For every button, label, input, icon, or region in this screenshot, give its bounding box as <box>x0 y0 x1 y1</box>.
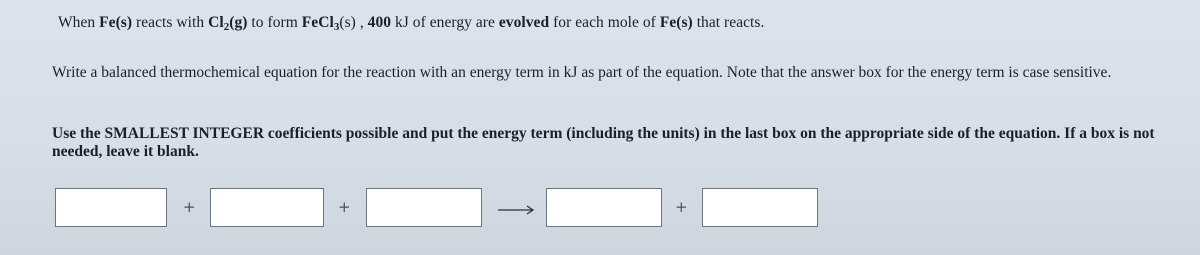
evolved-word: evolved <box>498 14 550 31</box>
question-text: to form <box>247 14 302 31</box>
plus-sign: + <box>675 198 688 216</box>
question-statement <box>58 14 764 32</box>
subscript: 2 <box>223 21 230 33</box>
energy-value: 400 <box>367 14 392 31</box>
reactant-fe: Fe(s) <box>659 14 693 31</box>
energy-term-box[interactable] <box>702 188 818 227</box>
right-arrow-icon <box>497 204 535 216</box>
question-text: When <box>58 14 100 31</box>
instruction-text: Write a balanced thermochemical equation for the reaction with an energy term in kJ as part of the equation. Note that the answer box for the energy term is case sensitive. <box>52 64 1112 81</box>
product-box-1[interactable] <box>546 188 662 227</box>
question-text: reacts with <box>132 14 209 31</box>
phase-label: (g) <box>229 14 248 31</box>
question-text: that reacts. <box>692 14 765 31</box>
reactant-box-1[interactable] <box>55 188 167 227</box>
product-fecl3: FeCl <box>301 14 334 31</box>
question-text: kJ of energy are <box>391 14 499 31</box>
coefficient-instruction: Use the SMALLEST INTEGER coefficients possible and put the energy term (including the units) in the last box on the appropriate side of the equation. If a box is not needed, leave it blank. <box>52 125 1155 160</box>
plus-sign: + <box>338 198 351 216</box>
phase-label: (s) <box>339 14 356 31</box>
question-text: , <box>355 14 368 31</box>
reactant-cl2: Cl <box>208 14 224 31</box>
reactant-box-3[interactable] <box>366 188 482 227</box>
plus-sign: + <box>183 198 196 216</box>
equation-answer-row <box>0 186 1200 232</box>
reactant-box-2[interactable] <box>210 188 324 227</box>
subscript: 3 <box>333 21 340 33</box>
question-text: for each mole of <box>549 14 660 31</box>
reactant-fe: Fe(s) <box>99 14 133 31</box>
